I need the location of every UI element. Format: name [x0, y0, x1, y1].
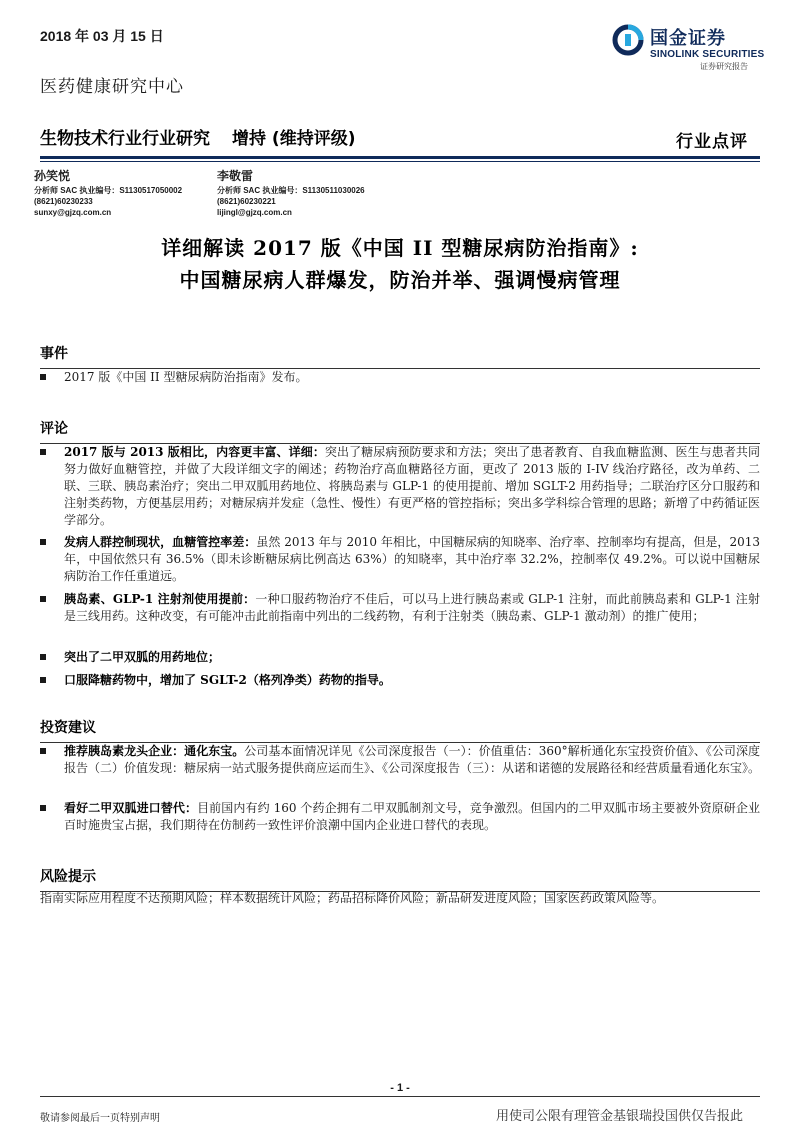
rating: 增持 (维持评级) [232, 129, 356, 149]
list-item [40, 800, 760, 834]
bullet-icon [40, 596, 46, 602]
analyst-email[interactable]: sunxy@gjzq.com.cn [34, 208, 112, 217]
report-subtitle: 中国糖尿病人群爆发，防治并举、强调慢病管理 [179, 268, 621, 292]
section-heading: 事件 [40, 346, 68, 362]
section-event [40, 343, 760, 369]
analyst-name: 李敬雷 [217, 169, 254, 183]
section-heading: 投资建议 [40, 720, 96, 736]
analyst-card [34, 168, 182, 218]
analyst-name: 孙笑悦 [34, 169, 71, 183]
item-lead: 推荐胰岛素龙头企业：通化东宝。 [64, 744, 245, 758]
item-text: 虽然 2013 年与 2010 年相比，中国糖尿病的知晓率、治疗率、控制率均有提高，但是，2013 年，中国依然只有 36.5%（即未诊断糖尿病比例高达 63%）的知晓率，其中治疗率 32.2%，控制率仅 49.2%。可以说中国糖尿病防治工作任重道远。 [64, 535, 760, 583]
risk-text: 指南实际应用程度不达预期风险；样本数据统计风险；药品招标降价风险；新品研发进度风险；国家医药政策风险等。 [40, 891, 665, 905]
item-lead: 发病人群控制现状，血糖管控率差： [64, 535, 257, 549]
analyst-cert: 分析师 SAC 执业编号：S1130517050002 [34, 186, 183, 195]
item-text: 目前国内有约 160 个药企拥有二甲双胍制剂文号，竞争激烈。但国内的二甲双胍市场主要被外资原研企业百时施贵宝占据，我们期待在仿制药一致性评价浪潮中国内企业进口替代的表现。 [64, 801, 760, 832]
list-item [40, 672, 760, 689]
bullet-icon [40, 748, 46, 754]
research-center: 医药健康研究中心 [40, 77, 184, 97]
item-lead: 口服降糖药物中，增加了 SGLT-2（格列净类）药物的指导。 [64, 673, 391, 687]
industry-title [40, 124, 355, 149]
section-comment [40, 418, 760, 444]
header-divider [40, 156, 760, 159]
sinolink-logo-icon [612, 24, 644, 56]
bullet-icon [40, 374, 46, 380]
analyst-cert: 分析师 SAC 执业编号：S1130511030026 [217, 186, 365, 195]
list-item [40, 591, 760, 625]
report-title: 详细解读 2017 版《中国 II 型糖尿病防治指南》: [161, 236, 639, 260]
item-text: 2017 版《中国 II 型糖尿病防治指南》发布。 [64, 370, 308, 384]
analyst-email[interactable]: lijingl@gjzq.com.cn [217, 208, 292, 217]
bullet-icon [40, 539, 46, 545]
analyst-card [217, 168, 365, 218]
list-item [40, 369, 760, 386]
bullet-icon [40, 654, 46, 660]
brand-name-cn: 国金证券 [650, 28, 726, 49]
footer-divider [40, 1096, 760, 1097]
item-lead: 胰岛素、GLP-1 注射剂使用提前： [64, 592, 256, 606]
item-lead: 突出了二甲双胍的用药地位； [64, 650, 221, 664]
section-heading: 评论 [40, 421, 68, 437]
item-text: 公司基本面情况详见《公司深度报告（一）：价值重估：360°解析通化东宝投资价值》、《公司深度报告（二）价值发现：糖尿病一站式服务提供商应运而生》、《公司深度报告（三）：从诺和诺德的发展路径和经营质量看通化东宝》。 [64, 744, 761, 775]
analyst-phone: (8621)60230233 [34, 197, 93, 206]
report-type: 行业点评 [676, 132, 748, 152]
report-date: 2018 年 03 月 15 日 [40, 28, 164, 44]
list-item [40, 649, 760, 666]
watermark-text: 用使司公限有理管金基银瑞投国供仅告报此 [496, 1109, 744, 1124]
brand-subtitle: 证券研究报告 [700, 62, 748, 71]
section-investment [40, 717, 760, 743]
list-item [40, 444, 760, 529]
item-lead: 2017 版与 2013 版相比，内容更丰富、详细： [64, 445, 325, 459]
bullet-icon [40, 677, 46, 683]
analyst-phone: (8621)60230221 [217, 197, 276, 206]
item-lead: 看好二甲双胍进口替代： [64, 801, 198, 815]
list-item [40, 534, 760, 585]
industry-name: 生物技术行业行业研究 [40, 129, 210, 149]
disclaimer-link: 敬请参阅最后一页特别声明 [40, 1113, 160, 1124]
section-risk [40, 866, 760, 892]
bullet-icon [40, 805, 46, 811]
section-heading: 风险提示 [40, 869, 96, 885]
brand-name-en: SINOLINK SECURITIES [650, 49, 765, 60]
brand-logo [612, 22, 772, 74]
header-divider-thin [40, 161, 760, 162]
item-text: 一种口服药物治疗不佳后，可以马上进行胰岛素或 GLP-1 注射，而此前胰岛素和 GLP-1 注射是三线用药。这种改变，有可能冲击此前指南中列出的二线药物，有利于注射类（胰岛素、GLP-1 激动剂）的推广使用； [64, 592, 761, 623]
bullet-icon [40, 449, 46, 455]
list-item [40, 743, 760, 777]
page-number: - 1 - [390, 1082, 410, 1094]
item-text: 突出了糖尿病预防要求和方法；突出了患者教育、自我血糖监测、医生与患者共同努力做好血糖管控，并做了大段详细文字的阐述；药物治疗高血糖路径方面，更改了 2013 版的 I-IV 线治疗路径，改为单药、二联、三联、胰岛素治疗；突出二甲双胍用药地位、将胰岛素与 GLP-1 的使用提前、增加 SGLT-2 用药指导；二联治疗区分口服药和注射类药物，方便基层用药；对糖尿病并发症（急性、慢性）有更严格的管控指标；突出多学科综合管理的思路；新增了中药循证医学部分。 [64, 445, 761, 527]
